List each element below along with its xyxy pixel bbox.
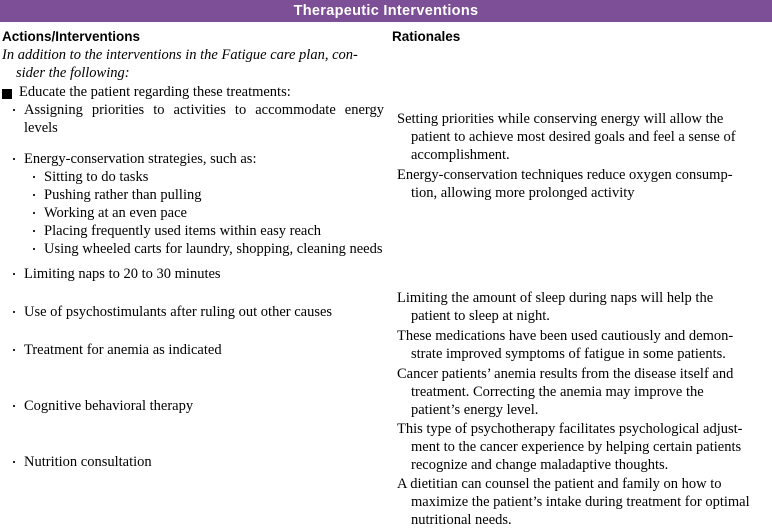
list-item: · Sitting to do tasks [24, 169, 384, 187]
text-line: Energy-conservation techniques reduce oxygen consump- [397, 167, 733, 183]
rationale-psychostimulants [397, 328, 769, 364]
list-item [2, 342, 384, 360]
educate-patient-label: Educate the patient regarding these treatments: [19, 83, 291, 100]
list-item [2, 304, 384, 322]
text-line: ment to the cancer experience by helping certain patients [411, 438, 742, 455]
rationale-nutrition [397, 476, 769, 530]
text-line: patient’s energy level. [411, 401, 539, 418]
table-header-row [0, 23, 772, 47]
intro-line-1: In addition to the interventions in the Fatigue care plan, con- [2, 47, 358, 63]
text-line: treatment. Correcting the anemia may improve the [411, 383, 704, 400]
interventions-list [2, 102, 384, 472]
list-item [2, 102, 384, 138]
text-line: nutritional needs. [411, 511, 512, 528]
rationale-energy-conservation [397, 167, 769, 203]
list-item [2, 266, 384, 284]
list-item [2, 398, 384, 416]
page-title-bar [0, 0, 772, 23]
column-heading-actions: Actions/Interventions [2, 29, 141, 44]
text-line: patient to sleep at night. [411, 307, 550, 324]
rationale-limiting-naps [397, 290, 769, 326]
list-item: · Placing frequently used items within easy reach [24, 223, 384, 241]
text-line: strate improved symptoms of fatigue in some patients. [411, 345, 726, 362]
list-item: · Pushing rather than pulling [24, 187, 384, 205]
intro-line-2: sider the following: [16, 64, 130, 81]
column-right [392, 23, 772, 47]
column-heading-rationales: Rationales [392, 29, 461, 44]
list-item [2, 454, 384, 472]
text-line: patient to achieve most desired goals and feel a sense of [411, 128, 736, 145]
intervention-priorities [24, 102, 384, 138]
text-line: needs [349, 240, 383, 257]
text-line: recognize and change maladaptive thoughts. [411, 456, 669, 473]
list-item: · Working at an even pace [24, 205, 384, 223]
text-line: This type of psychotherapy facilitates psychological adjust- [397, 421, 743, 437]
list-item [2, 151, 384, 259]
rationale-priorities [397, 111, 769, 165]
text-line: tion, allowing more prolonged activity [411, 184, 635, 201]
text-line: A dietitian can counsel the patient and family on how to [397, 476, 722, 492]
text-line: Energy-conservation strategies, such as: [24, 150, 257, 167]
intervention-limiting-naps: · Limiting naps to 20 to 30 minutes [24, 265, 221, 282]
intervention-anemia-treatment: · Treatment for anemia as indicated [24, 341, 222, 358]
intervention-energy-conservation [24, 151, 384, 169]
list-item [24, 241, 384, 259]
text-line: maximize the patient’s intake during treatment for optimal [411, 493, 750, 510]
text-line: Assigning priorities to activities to accommodate [24, 101, 336, 118]
intro-note [2, 47, 384, 83]
text-line: Setting priorities while conserving energy will allow the [397, 111, 724, 127]
column-left [0, 23, 392, 47]
energy-conservation-sublist [24, 169, 384, 259]
rationale-anemia [397, 366, 769, 420]
text-line: accomplishment. [411, 146, 510, 163]
text-line: Using wheeled carts for laundry, shopping, cleaning [44, 240, 346, 257]
text-line: Cancer patients’ anemia results from the disease itself and [397, 366, 734, 382]
actions-column-body [0, 47, 392, 472]
square-bullet-icon [2, 89, 12, 99]
text-line: These medications have been used cautiously and demon- [397, 328, 734, 344]
text-line: energy levels [24, 101, 384, 136]
text-line: Limiting the amount of sleep during naps will help the [397, 290, 714, 306]
intervention-cognitive-behavioral-therapy: · Cognitive behavioral therapy [24, 397, 194, 414]
page-title: Therapeutic Interventions [293, 3, 479, 19]
rationale-cbt [397, 421, 769, 475]
educate-patient-item [2, 84, 384, 102]
intervention-nutrition-consultation: · Nutrition consultation [24, 453, 152, 470]
intervention-psychostimulants: · Use of psychostimulants after ruling out other causes [24, 303, 333, 320]
